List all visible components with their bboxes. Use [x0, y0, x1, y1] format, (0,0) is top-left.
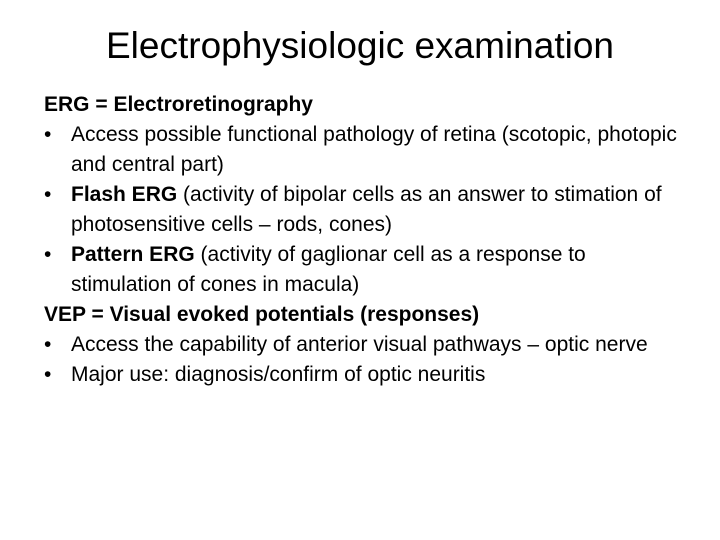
list-item: [44, 240, 684, 300]
erg-bullet-list: [44, 120, 684, 300]
vep-bullet-list: [44, 330, 684, 390]
bullet-text: Access the capability of anterior visual pathways – optic nerve: [71, 333, 648, 356]
bullet-icon: •: [44, 333, 52, 356]
list-item: [44, 330, 684, 360]
slide-body: [44, 90, 684, 390]
bullet-icon: •: [44, 243, 52, 266]
list-item: [44, 180, 684, 240]
bullet-text: (activity of bipolar cells as an answer to stimation of photosensitive cells – rods, cones): [71, 183, 662, 236]
section-heading-vep: VEP = Visual evoked potentials (responses): [44, 303, 480, 326]
bullet-icon: •: [44, 363, 52, 386]
slide-title: Electrophysiologic examination: [106, 25, 614, 66]
list-item: [44, 360, 684, 390]
bullet-icon: •: [44, 123, 52, 146]
bullet-text: Access possible functional pathology of retina (scotopic, photopic and central part): [71, 123, 677, 176]
bullet-text: (activity of gaglionar cell as a response to stimulation of cones in macula): [71, 243, 586, 296]
list-item: [44, 120, 684, 180]
bullet-term: Flash ERG: [71, 183, 178, 206]
bullet-icon: •: [44, 183, 52, 206]
section-heading-erg: ERG = Electroretinography: [44, 93, 313, 116]
bullet-text: Major use: diagnosis/confirm of optic neuritis: [71, 363, 486, 386]
bullet-term: Pattern ERG: [71, 243, 195, 266]
